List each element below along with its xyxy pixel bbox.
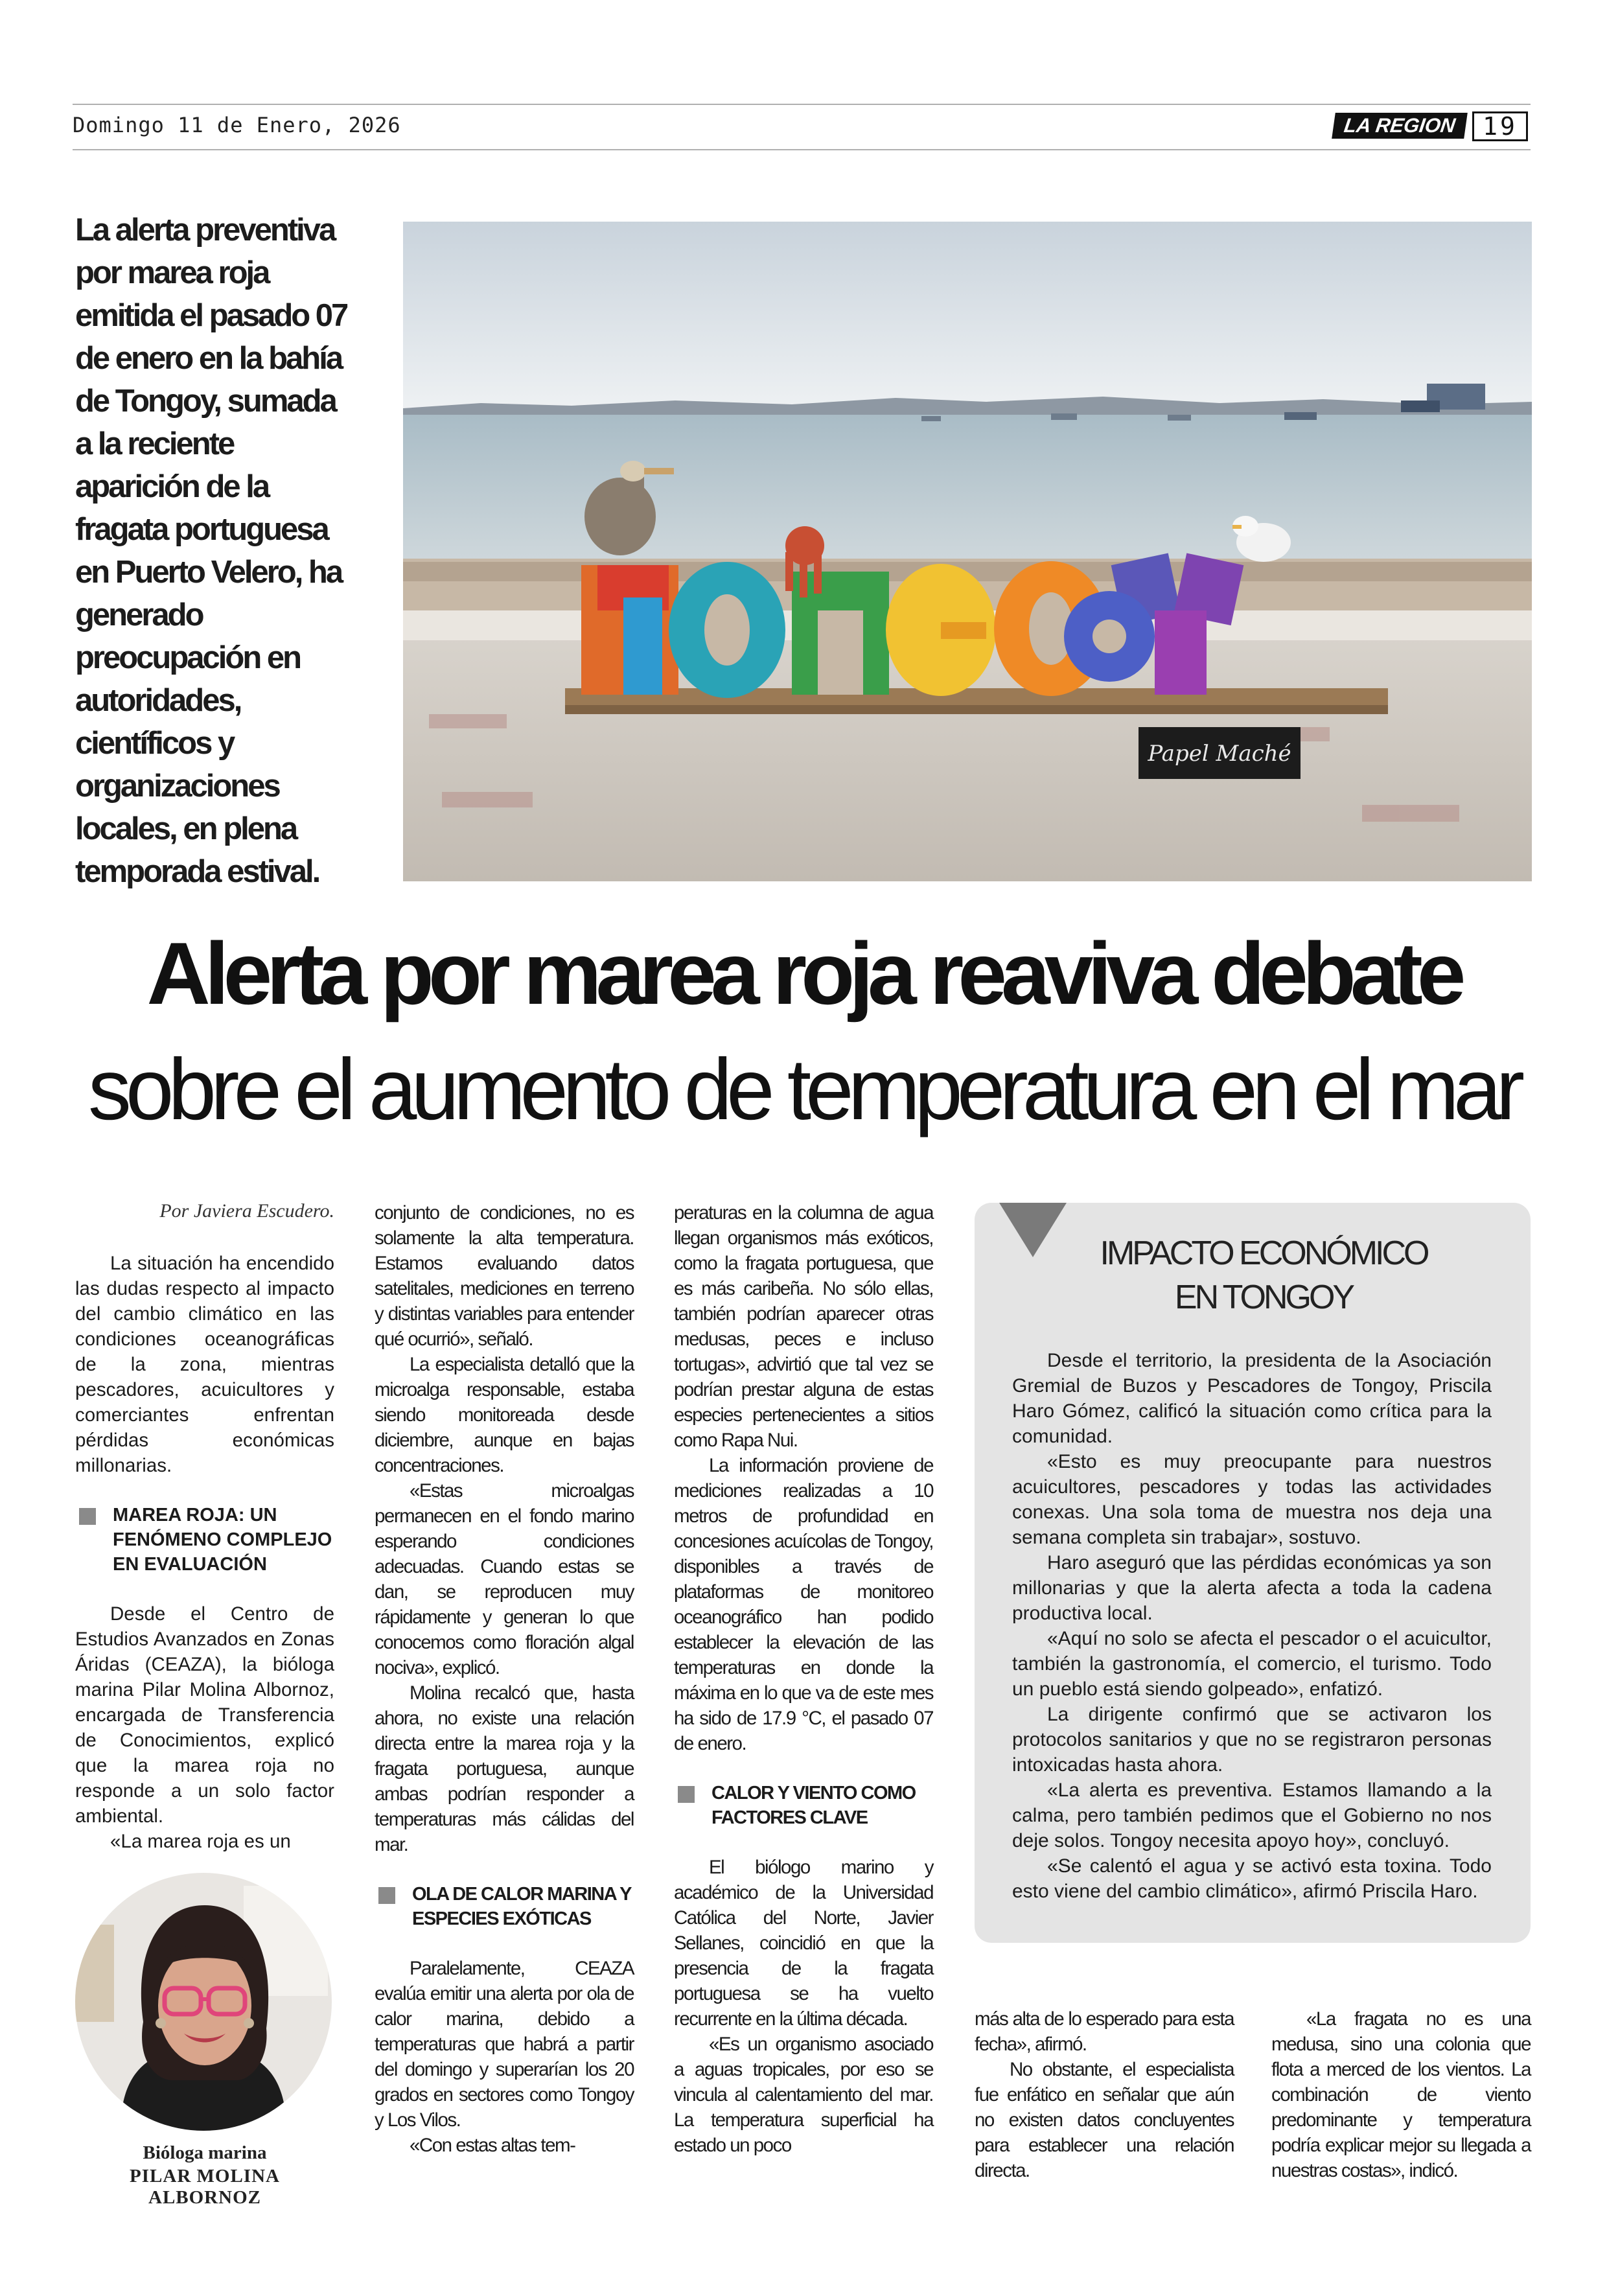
portrait-caption-role: Bióloga marina (143, 2142, 267, 2163)
subhead-text: MAREA ROJA: UN FENÓMENO COMPLEJO EN EVALUACIÓN (113, 1505, 332, 1575)
col3-paragraph: «Es un organismo asociado a aguas tropicales, por eso se vincula al calentamiento del mar. La temperatura superficial ha estado un poco (674, 2034, 933, 2156)
col2-paragraph: Molina recalcó que, hasta ahora, no existe una relación directa entre la marea roja y la fragata portuguesa, aunque ambas podrían responder a temperaturas más cálidas del mar. (375, 1682, 634, 1855)
subhead-square-icon (678, 1786, 695, 1803)
article-column-5 (1271, 2006, 1531, 2183)
sidebar-body (1012, 1348, 1492, 1904)
photo-chalk-label: Papel Maché (1148, 741, 1291, 767)
subhead-calor-viento (674, 1781, 933, 1830)
sidebar-title (1063, 1231, 1464, 1319)
col5-paragraph: «La fragata no es una medusa, sino una colonia que flota a merced de los vientos. La combinación de viento predominante y temperatura podría explicar mejor su llegada a nuestras costas», indicó. (1271, 2008, 1531, 2181)
portrait-photo (75, 1873, 332, 2131)
col2-paragraph: «Con estas altas tem- (410, 2135, 575, 2156)
subhead-ola-de-calor (375, 1882, 634, 1931)
lede-text: La alerta preventiva por marea roja emitida el pasado 07 de enero en la bahía de Tongoy, sumada a la reciente aparición de la fragata portuguesa en Puerto Velero, ha generado preocupación en autoridades, científicos y organizaciones locales, en plena temporada estival. (75, 213, 347, 889)
header-rule-top (73, 104, 1531, 105)
col1-paragraph: «La marea roja es un (110, 1831, 291, 1852)
portrait-caption-name: PILAR MOLINA ALBORNOZ (130, 2166, 280, 2208)
col3-paragraph: La información proviene de mediciones realizadas a 10 metros de profundidad en concesiones acuícolas de Tongoy, disponibles a través de plataformas de monitoreo oceanográfico han podido establecer la elevación de las temperaturas en donde la máxima en lo que va de este mes ha sido de 17.9 °C, el pasado 07 de enero. (674, 1455, 933, 1754)
article-column-4 (975, 2006, 1234, 2183)
col2-paragraph: Paralelamente, CEAZA evalúa emitir una alerta por ola de calor marina, debido a temperaturas que habrá a partir del domingo y superarían los 20 grados en sectores como Tongoy y Los Vilos. (375, 1958, 634, 2131)
col4-paragraph: más alta de lo esperado para esta fecha», afirmó. (975, 2008, 1234, 2055)
col4-paragraph: No obstante, el especialista fue enfático en señalar que aún no existen datos concluyentes para establecer una relación directa. (975, 2059, 1234, 2181)
sidebar-paragraph: La dirigente confirmó que se activaron los protocolos sanitarios y que no se registraron personas intoxicadas hasta ahora. (1012, 1704, 1492, 1776)
col1-paragraph: La situación ha encendido las dudas respecto al impacto del cambio climático en las condiciones oceanográficas de la zona, mientras pescadores, acuicultores y comerciantes enfrentan pérdidas económicas millonarias. (75, 1253, 334, 1476)
triangle-marker-icon (999, 1203, 1067, 1257)
sidebar-paragraph: Desde el territorio, la presidenta de la Asociación Gremial de Buzos y Pescadores de Tongoy, Priscila Haro Gómez, calificó la situación como crítica para la comunidad. (1012, 1350, 1492, 1447)
article-column-3 (674, 1200, 933, 2158)
byline: Por Javiera Escudero. (159, 1200, 334, 1222)
col2-paragraph: La especialista detalló que la microalga responsable, estaba siendo monitoreada desde diciembre, aunque en bajas concentraciones. (375, 1354, 634, 1476)
subhead-text: CALOR Y VIENTO COMO FACTORES CLAVE (711, 1783, 916, 1828)
header-rule-bottom (73, 149, 1531, 150)
tongoy-sign-photo (403, 222, 1532, 881)
article-column-1 (75, 1251, 334, 1854)
subhead-square-icon (378, 1887, 395, 1904)
col3-paragraph: El biólogo marino y académico de la Universidad Católica del Norte, Javier Sellanes, coincidió en que la presencia de la fragata portuguesa se ha vuelto recurrente en la última década. (674, 1857, 933, 2030)
sidebar-title-line-2: EN TONGOY (1174, 1279, 1353, 1316)
sidebar-paragraph: «Aquí no solo se afecta el pescador o el acuicultor, también la gastronomía, el comercio, el turismo. Todo un pueblo está siendo golpeado», enfatizó. (1012, 1628, 1492, 1700)
newspaper-logo: LA REGION (1332, 113, 1468, 139)
issue-date: Domingo 11 de Enero, 2026 (73, 113, 401, 137)
col2-paragraph: conjunto de condiciones, no es solamente la alta temperatura. Estamos evaluando datos satelitales, mediciones en terreno y distintas variables para entender qué ocurrió», señaló. (375, 1202, 634, 1350)
page-number: 19 (1472, 111, 1528, 141)
subhead-marea-roja (75, 1503, 334, 1577)
headline-line-2: sobre el aumento de temperatura en el mar (87, 1041, 1520, 1138)
col3-paragraph: peraturas en la columna de agua llegan organismos más exóticos, como la fragata portuguesa, que es más caribeña. No sólo ellas, también podrían aparecer otras medusas, peces e incluso tortugas», advirtió que tal vez se podrían prestar alguna de estas especies pertenecientes a sitios como Rapa Nui. (674, 1202, 933, 1451)
sidebar-paragraph: Haro aseguró que las pérdidas económicas ya son millonarias y que la alerta afecta a toda la cadena productiva local. (1012, 1552, 1492, 1624)
article-column-2 (375, 1200, 634, 2158)
sidebar-paragraph: «La alerta es preventiva. Estamos llamando a la calma, pero también pedimos que el Gobierno no nos deje solos. Tongoy necesita apoyo hoy», concluyó. (1012, 1780, 1492, 1851)
sidebar-title-line-1: IMPACTO ECONÓMICO (1100, 1235, 1428, 1272)
sidebar-paragraph: «Esto es muy preocupante para nuestros acuicultores, pescadores y todas las actividades conexas. Una sola toma de muestra nos deja una semana completa sin trabajar», sostuvo. (1012, 1451, 1492, 1548)
col2-paragraph: «Estas microalgas permanecen en el fondo marino esperando condiciones adecuadas. Cuando estas se dan, se reproducen muy rápidamente y generan lo que conocemos como floración algal nociva», explicó. (375, 1480, 634, 1678)
subhead-square-icon (79, 1508, 96, 1525)
subhead-text: OLA DE CALOR MARINA Y ESPECIES EXÓTICAS (412, 1884, 631, 1929)
col1-paragraph: Desde el Centro de Estudios Avanzados en Zonas Áridas (CEAZA), la bióloga marina Pilar Molina Albornoz, encargada de Transferencia de Conocimientos, explicó que la marea roja no responde a un solo factor ambiental. (75, 1603, 334, 1827)
sidebar-paragraph: «Se calentó el agua y se activó esta toxina. Todo esto viene del cambio climático», afirmó Priscila Haro. (1012, 1855, 1492, 1902)
headline-line-1: Alerta por marea roja reaviva debate (146, 924, 1461, 1023)
